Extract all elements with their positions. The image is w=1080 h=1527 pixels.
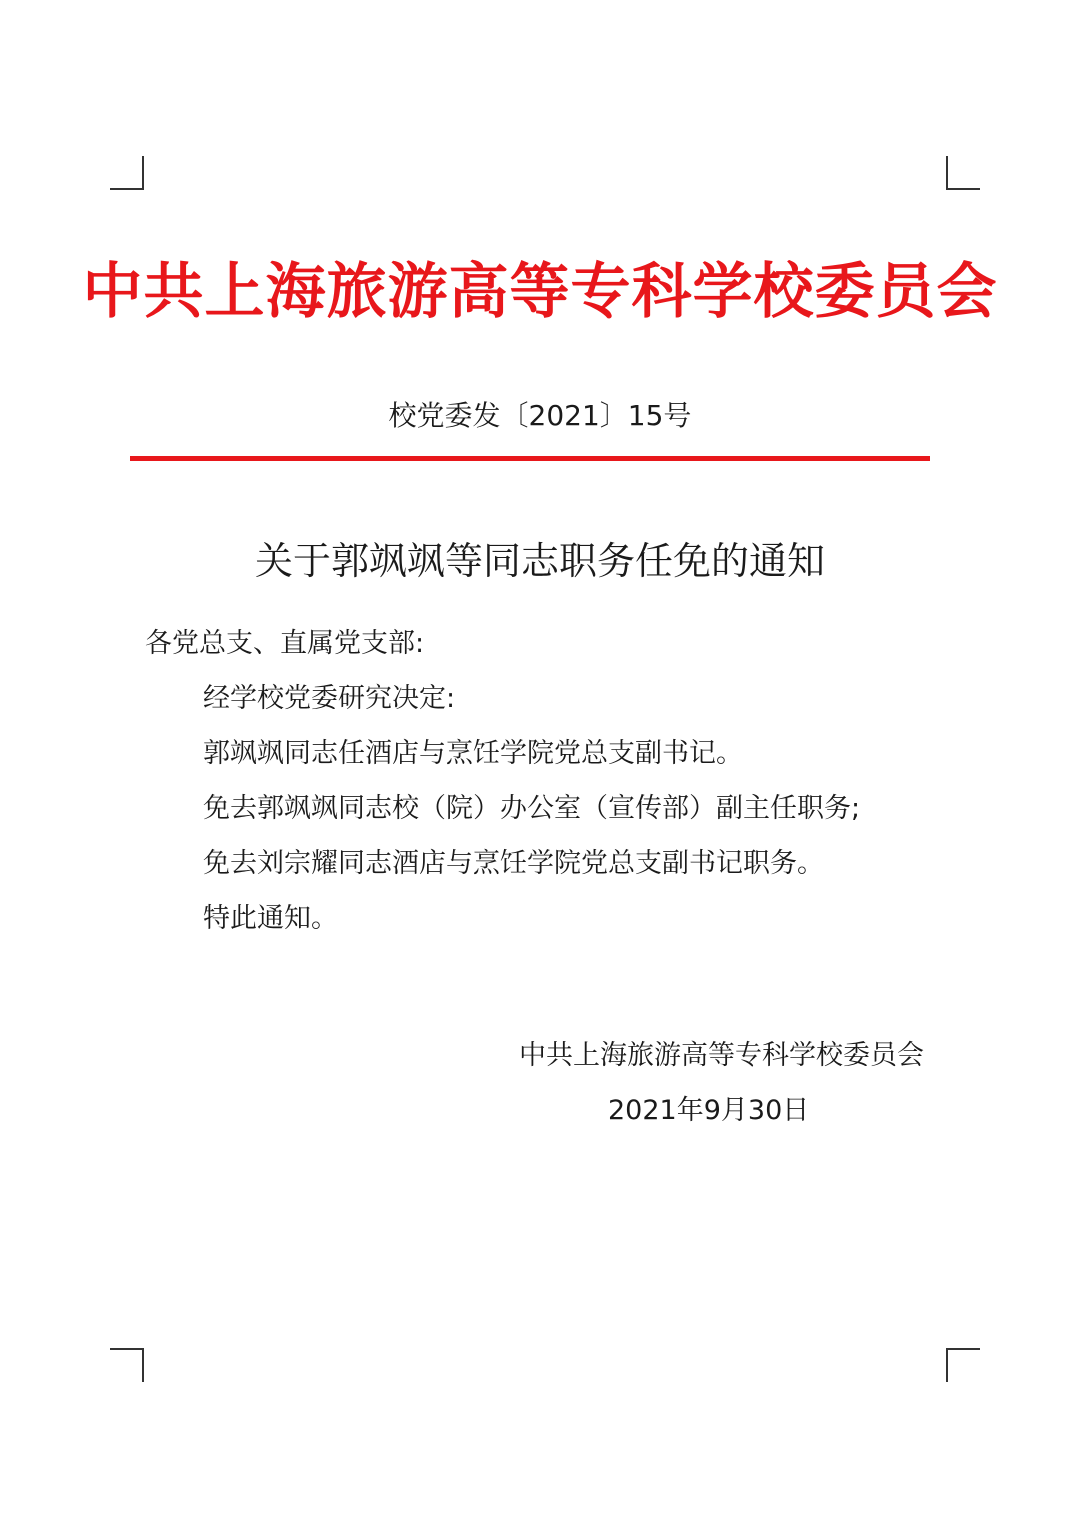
- document-header-title: 中共上海旅游高等专科学校委员会: [82, 257, 998, 327]
- crop-mark-top-left: [110, 156, 144, 190]
- body-paragraph: 郭飒飒同志任酒店与烹饪学院党总支副书记。: [203, 738, 743, 769]
- crop-mark-bottom-right: [946, 1348, 980, 1382]
- closing-line: 特此通知。: [203, 903, 338, 934]
- body-paragraph: 经学校党委研究决定:: [203, 683, 456, 714]
- document-number: 校党委发〔2021〕15号: [388, 399, 692, 432]
- crop-mark-bottom-left: [110, 1348, 144, 1382]
- body-paragraph: 免去郭飒飒同志校（院）办公室（宣传部）副主任职务;: [203, 793, 861, 824]
- salutation: 各党总支、直属党支部:: [145, 628, 425, 659]
- signing-organization: 中共上海旅游高等专科学校委员会: [519, 1040, 924, 1071]
- body-paragraph: 免去刘宗耀同志酒店与烹饪学院党总支副书记职务。: [203, 848, 824, 879]
- header-red-rule: [130, 456, 930, 461]
- signing-date: 2021年9月30日: [608, 1095, 810, 1126]
- notice-title: 关于郭飒飒等同志职务任免的通知: [254, 539, 825, 583]
- crop-mark-top-right: [946, 156, 980, 190]
